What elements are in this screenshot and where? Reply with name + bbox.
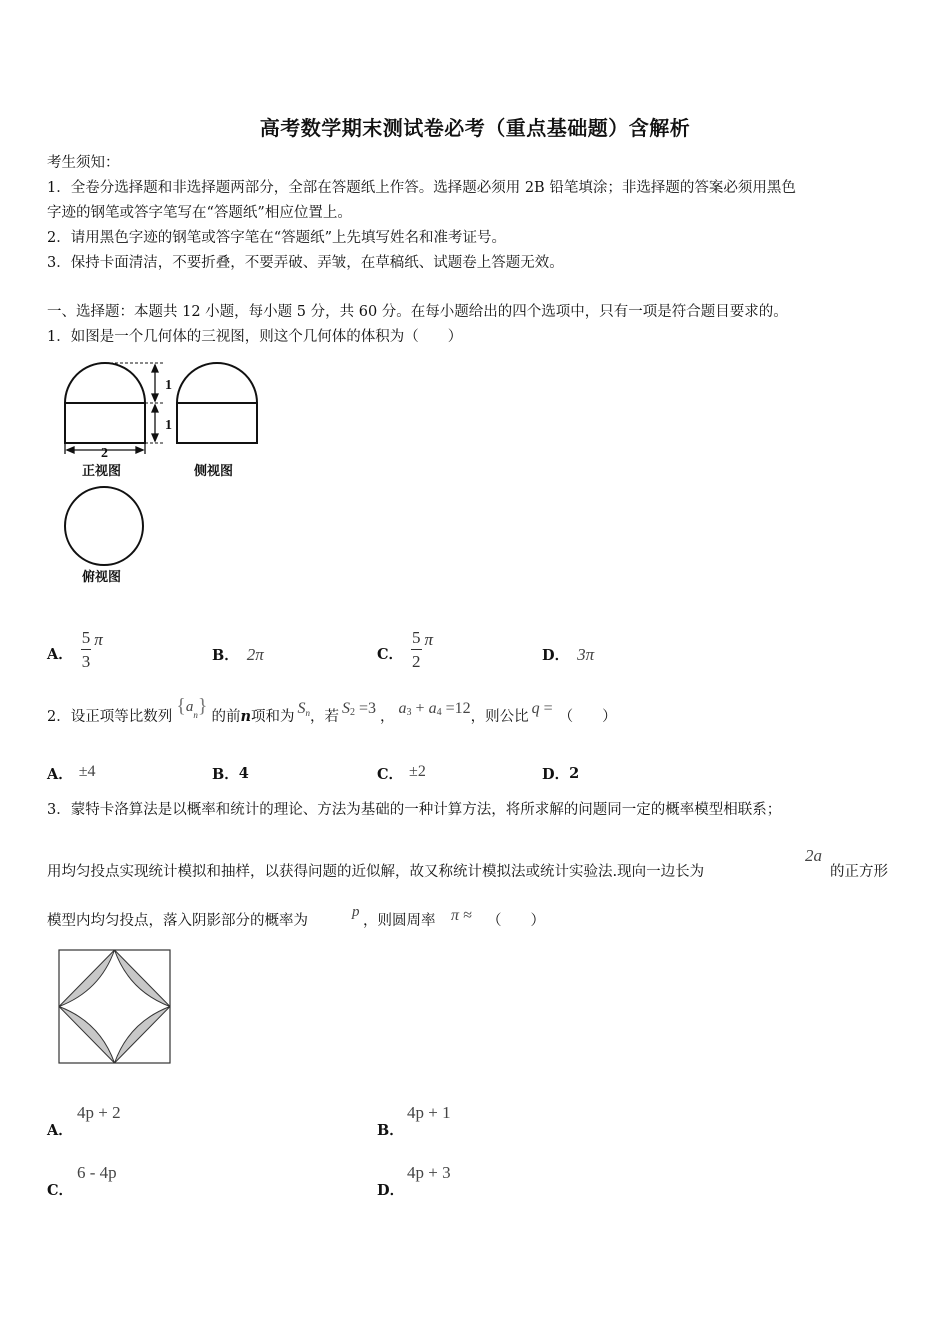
- q2-S-sub: n: [305, 708, 310, 718]
- q2-n: n: [240, 708, 251, 725]
- q1-option-c-num: 5: [411, 629, 422, 650]
- q2-option-a[interactable]: [47, 763, 96, 784]
- q2-text-5: ，则公比: [470, 709, 529, 725]
- q1-option-b-letter: B．: [212, 647, 239, 664]
- q2-a3: a: [398, 700, 407, 717]
- top-view-label: 俯视图: [82, 570, 122, 585]
- q2-option-d-letter: D．: [542, 766, 570, 783]
- q3-option-a-letter[interactable]: A．: [47, 1122, 73, 1139]
- q3-option-b-letter[interactable]: B．: [377, 1122, 404, 1139]
- q3-line-2a: 用均匀投点实现统计模拟和抽样，以获得问题的近似解，故又称统计模拟法或统计实验法.现向一边长为: [47, 864, 705, 880]
- q1-option-a-pi: π: [94, 630, 103, 649]
- q2-S2-sub: 2: [350, 707, 355, 718]
- q2-text-3: 项和为: [251, 709, 295, 725]
- dim-width: 2: [101, 446, 108, 461]
- q2-text-6: （ ）: [558, 709, 617, 725]
- square-outline: [59, 950, 170, 1063]
- q2-option-c-letter: C．: [377, 766, 404, 783]
- q3-line-3a: 模型内均匀投点，落入阴影部分的概率为: [47, 913, 308, 929]
- q1-option-a-den: 3: [81, 652, 91, 671]
- q1-option-c-den: 2: [412, 652, 421, 671]
- square-shaded-figure: [58, 949, 172, 1065]
- q3-line-1: 3．蒙特卡洛算法是以概率和统计的理论、方法为基础的一种计算方法，将所求解的问题同一定的概率模型相联系；: [47, 802, 782, 818]
- page-title: 高考数学期末测试卷必考（重点基础题）含解析: [259, 116, 691, 140]
- q2-option-b[interactable]: [212, 763, 249, 784]
- q2-option-b-text: 4: [238, 765, 249, 782]
- q2-seq-sub: n: [193, 710, 198, 720]
- q2-q: q: [531, 700, 540, 717]
- q3-option-b-text[interactable]: 4p + 1: [407, 1103, 451, 1122]
- top-view-circle: [65, 487, 143, 565]
- q2-eq1: =3: [355, 700, 377, 717]
- q1-option-a-fraction: [81, 629, 92, 670]
- q1-option-a-num: 5: [81, 629, 92, 650]
- three-view-figure: [55, 358, 275, 593]
- q2-option-d[interactable]: [542, 763, 579, 784]
- q1-option-d[interactable]: [542, 644, 594, 665]
- q3-option-d-text[interactable]: 4p + 3: [407, 1163, 451, 1182]
- q2-a4: a: [428, 700, 437, 717]
- q2-option-a-letter: A．: [47, 766, 73, 783]
- q1-option-b[interactable]: [212, 644, 264, 665]
- q2-option-a-text: ±4: [78, 762, 96, 780]
- dim-height-2: 1: [165, 418, 172, 433]
- front-view-arc: [65, 363, 145, 403]
- question-1-stem: 1．如图是一个几何体的三视图，则这个几何体的体积为（ ）: [47, 329, 463, 345]
- q2-eq2: =12: [441, 700, 471, 717]
- front-view: [65, 363, 145, 443]
- front-view-rect: [65, 403, 145, 443]
- q3-line-2b: 的正方形: [830, 864, 888, 880]
- question-2-stem: 2．设正项等比数列 { a n } 的前 n 项和为 S n ，若 S 2 =3 ， a 3 + a 4 =12 ，则公比 q = （ ）: [47, 706, 617, 728]
- q1-option-a-letter: A．: [47, 646, 73, 663]
- notice-line-3: 3．保持卡面清洁，不要折叠，不要弄破、弄皱，在草稿纸、试题卷上答题无效。: [47, 255, 564, 271]
- q2-S: S: [297, 700, 306, 717]
- q3-p: p: [352, 904, 360, 920]
- side-view-rect: [177, 403, 257, 443]
- q2-a4-sub: 4: [436, 707, 442, 718]
- section-heading: 一、选择题：本题共 12 小题，每小题 5 分，共 60 分。在每小题给出的四个选项中，只有一项是符合题目要求的。: [47, 304, 788, 320]
- q1-option-c-pi: π: [424, 630, 434, 649]
- q1-option-d-letter: D．: [542, 647, 570, 664]
- q3-line-3c: （ ）: [487, 913, 545, 929]
- q3-line-3b: ，则圆周率: [363, 913, 436, 929]
- q3-side-length: 2a: [805, 846, 822, 865]
- q3-option-d-letter[interactable]: D．: [377, 1182, 405, 1199]
- notice-line-2: 2．请用黑色字迹的钢笔或答字笔在“答题纸”上先填写姓名和准考证号。: [47, 230, 507, 246]
- side-view-label: 侧视图: [194, 464, 234, 479]
- q2-option-c[interactable]: [377, 763, 426, 784]
- q3-option-c-letter[interactable]: C．: [47, 1182, 74, 1199]
- q1-option-a[interactable]: [47, 620, 103, 670]
- q2-text-1: 2．设正项等比数列: [47, 709, 173, 725]
- q2-plus: +: [411, 700, 429, 717]
- dim-height-1: 1: [165, 378, 172, 393]
- q2-a3-sub: 3: [406, 707, 412, 718]
- q1-option-b-text: 2π: [246, 644, 264, 664]
- q2-sequence: { a n }: [176, 696, 207, 718]
- notice-line-1b: 字迹的钢笔或答字笔写在“答题纸”相应位置上。: [47, 205, 352, 221]
- q3-pi-approx: π ≈: [451, 907, 472, 924]
- q2-eq3: =: [539, 700, 553, 717]
- notice-heading: 考生须知：: [47, 155, 120, 171]
- side-view: [177, 363, 257, 443]
- q1-option-c-fraction: [411, 629, 422, 670]
- q2-option-c-text: ±2: [409, 762, 426, 780]
- front-view-label: 正视图: [82, 464, 122, 479]
- q2-text-4: ，若: [310, 709, 339, 725]
- q2-seq-a: a: [185, 699, 194, 715]
- q1-option-c-letter: C．: [377, 646, 404, 663]
- side-view-arc: [177, 363, 257, 403]
- q2-option-b-letter: B．: [212, 766, 239, 783]
- q1-option-d-text: 3π: [577, 644, 595, 664]
- q3-option-c-text[interactable]: 6 - 4p: [77, 1163, 117, 1182]
- q2-S2: S: [342, 700, 350, 717]
- q2-option-d-text: 2: [569, 765, 580, 782]
- q2-text-2: 的前: [211, 709, 241, 725]
- notice-line-1a: 1．全卷分选择题和非选择题两部分，全部在答题纸上作答。选择题必须用 2B 铅笔填涂；非选择题的答案必须用黑色: [47, 180, 796, 196]
- q1-option-c[interactable]: [377, 620, 433, 670]
- q3-option-a-text[interactable]: 4p + 2: [77, 1103, 121, 1122]
